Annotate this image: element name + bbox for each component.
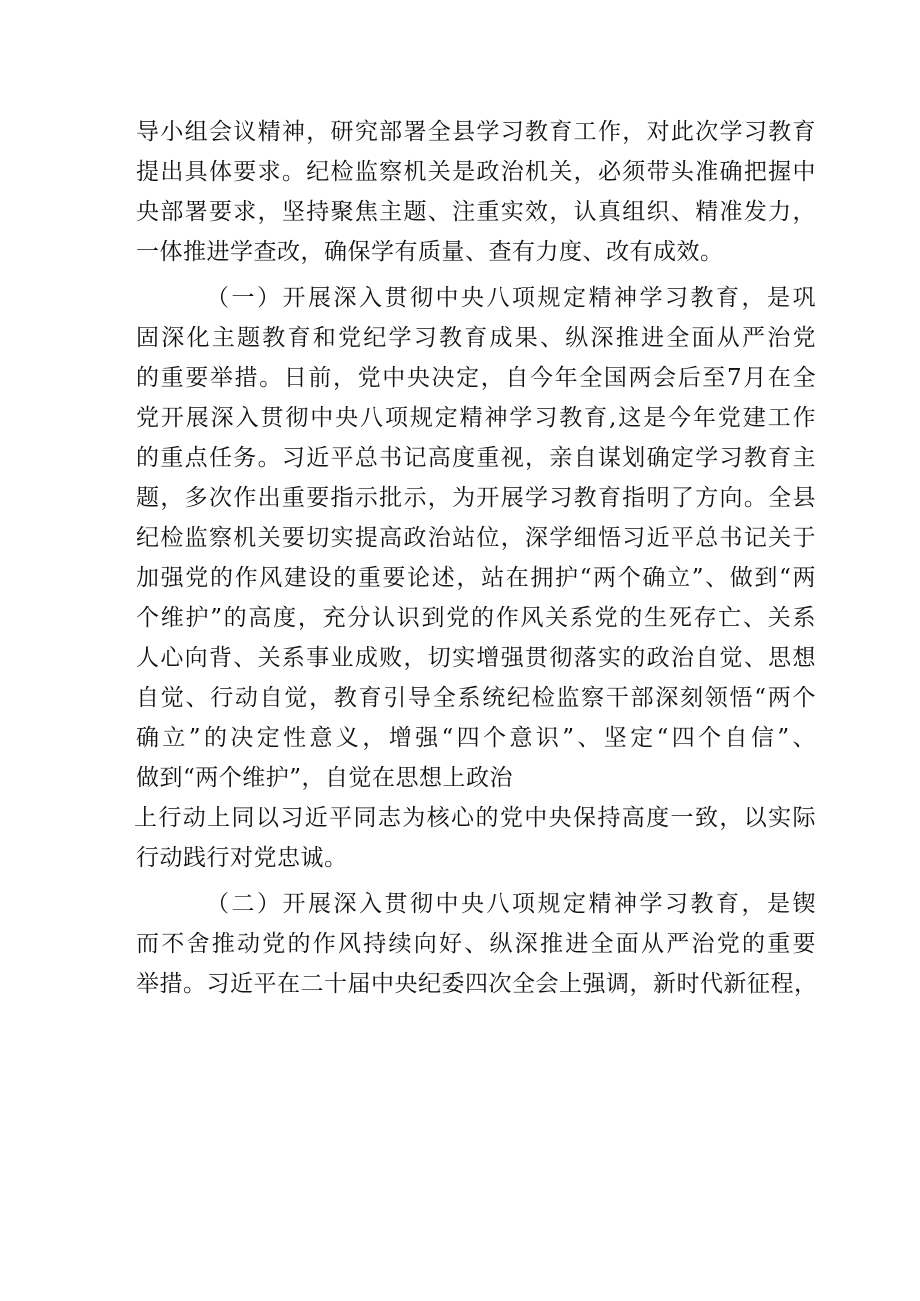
body-line: 举措。习近平在二十届中央纪委四次全会上强调，新时代新征程， bbox=[136, 971, 818, 997]
body-line: 人心向背、关系事业成败，切实增强贯彻落实的政治自觉、思想 bbox=[136, 645, 816, 671]
body-line: 加强党的作风建设的重要论述，站在拥护“两个确立”、做到“两 bbox=[136, 565, 816, 591]
body-line: 一体推进学查改，确保学有质量、查有力度、改有成效。 bbox=[136, 239, 724, 265]
body-line: 的重点任务。习近平总书记高度重视，亲自谋划确定学习教育主 bbox=[136, 445, 816, 471]
body-line: 导小组会议精神，研究部署全县学习教育工作，对此次学习教育 bbox=[136, 119, 816, 145]
body-line: 题，多次作出重要指示批示，为开展学习教育指明了方向。全县 bbox=[136, 485, 816, 511]
body-line: 做到“两个维护”，自觉在思想上政治 bbox=[136, 765, 514, 791]
body-line: 的重要举措。日前，党中央决定，自今年全国两会后至7月在全 bbox=[136, 365, 816, 391]
body-line: 上行动上同以习近平同志为核心的党中央保持高度一致，以实际 bbox=[134, 805, 816, 831]
document-body bbox=[136, 112, 816, 1004]
section-2-first-line: （二）开展深入贯彻中央八项规定精神学习教育，是锲 bbox=[206, 891, 816, 917]
body-line: 个维护”的高度，充分认识到党的作风关系党的生死存亡、关系 bbox=[136, 605, 816, 631]
body-line: 固深化主题教育和党纪学习教育成果、纵深推进全面从严治党 bbox=[136, 325, 816, 351]
body-line: 而不舍推动党的作风持续向好、纵深推进全面从严治党的重要 bbox=[136, 931, 816, 957]
body-line: 自觉、行动自觉，教育引导全系统纪检监察干部深刻领悟“两个 bbox=[136, 685, 816, 711]
body-line: 确立”的决定性意义，增强“四个意识”、坚定“四个自信”、 bbox=[136, 725, 816, 751]
section-1-first-line: （一）开展深入贯彻中央八项规定精神学习教育，是巩 bbox=[206, 285, 816, 311]
body-line: 党开展深入贯彻中央八项规定精神学习教育,这是今年党建工作 bbox=[136, 405, 816, 431]
body-line: 纪检监察机关要切实提高政治站位，深学细悟习近平总书记关于 bbox=[136, 525, 816, 551]
body-line: 央部署要求，坚持聚焦主题、注重实效，认真组织、精准发力， bbox=[136, 199, 816, 225]
body-line: 行动践行对党忠诚。 bbox=[136, 845, 348, 871]
body-line: 提出具体要求。纪检监察机关是政治机关，必须带头准确把握中 bbox=[136, 159, 816, 185]
